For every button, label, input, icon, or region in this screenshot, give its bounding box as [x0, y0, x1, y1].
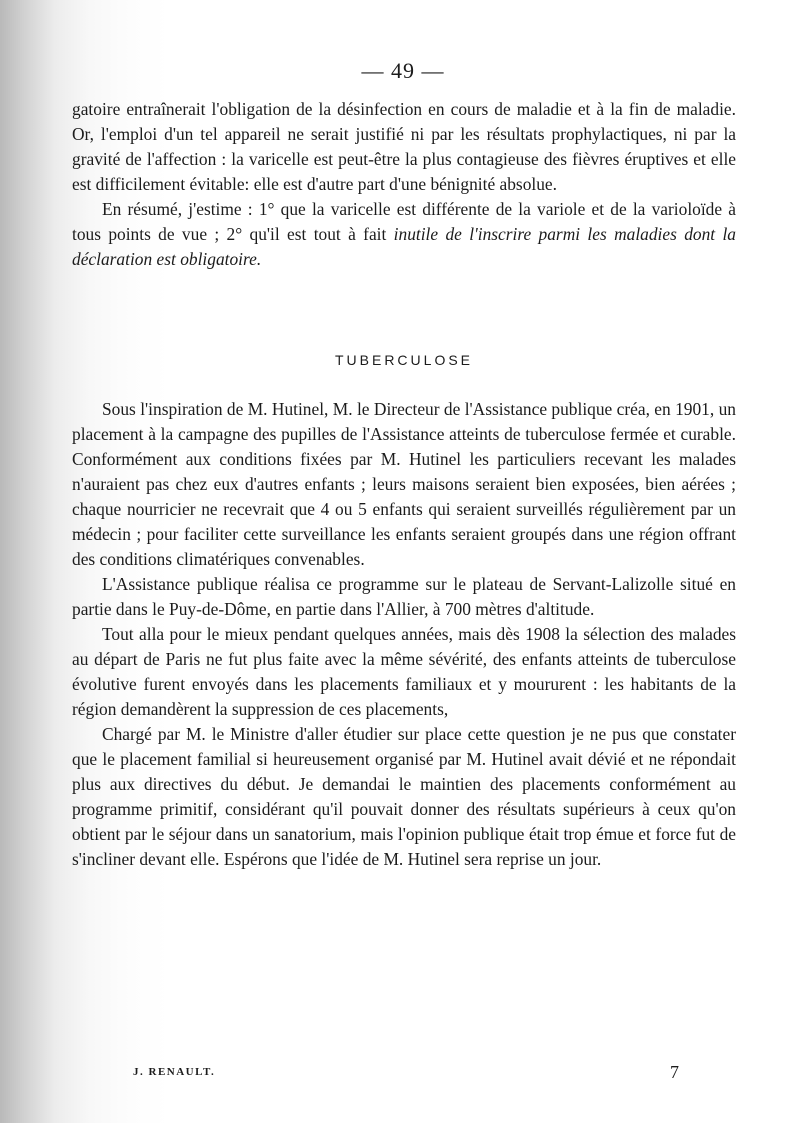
- opening-text-block: [72, 97, 736, 272]
- paragraph: Tout alla pour le mieux pendant quelques années, mais dès 1908 la sélection des malades au départ de Paris ne fut plus faite avec la même sévérité, des enfants atteints de tuberculose évolutive furent envoyés dans les placements familiaux et y moururent : les habitants de la région demandèrent la suppression de ces placements,: [72, 624, 736, 719]
- tuberculose-text-block: [72, 397, 736, 872]
- paragraph: Chargé par M. le Ministre d'aller étudier sur place cette question je ne pus que constater que le placement familial si heureusement organisé par M. Hutinel avait dévié et ne répondait plus aux directives du début. Je demandai le maintien des placements conformément au programme primitif, considérant qu'il pouvait donner des résultats supérieurs à ceux qu'on obtient par le séjour dans un sanatorium, mais l'opinion publique était trop émue et force fut de s'incliner devant elle. Espérons que l'idée de M. Hutinel sera reprise un jour.: [72, 724, 736, 869]
- footer-signature: J. RENAULT.: [133, 1066, 216, 1078]
- summary-paragraph: [72, 197, 736, 272]
- summary-text: En résumé, j'estime : 1° que la varicelle est différente de la variole et de la varioloïde à tous points de vue ; 2° qu'il est tout à fait: [72, 199, 736, 244]
- page-number: — 49 —: [361, 58, 445, 83]
- footer-sheet-number: 7: [670, 1062, 679, 1082]
- paragraph: L'Assistance publique réalisa ce programme sur le plateau de Servant-Lalizolle situé en partie dans le Puy-de-Dôme, en partie dans l'Allier, à 700 mètres d'altitude.: [72, 574, 736, 619]
- paragraph: Sous l'inspiration de M. Hutinel, M. le Directeur de l'Assistance publique créa, en 1901, un placement à la campagne des pupilles de l'Assistance atteints de tuberculose fermée et curable. Conformément aux conditions fixées par M. Hutinel les particuliers recevant les malades n'auraient pas chez eux d'autres enfants ; leurs maisons seraient bien exposées, bien aérées ; chaque nourricier ne recevrait que 4 ou 5 enfants qui seraient surveillés régulièrement par un médecin ; pour faciliter cette surveillance les enfants seraient groupés dans une région offrant des conditions climatériques convenables.: [72, 399, 736, 569]
- continuation-paragraph: gatoire entraînerait l'obligation de la désinfection en cours de maladie et à la fin de maladie. Or, l'emploi d'un tel appareil ne serait justifié ni par les résultats prophylactiques, ni par la gravité de l'affection : la varicelle est peut-être la plus contagieuse des fièvres éruptives et elle est difficilement évitable: elle est d'autre part d'une bénignité absolue.: [72, 99, 736, 194]
- section-heading: TUBERCULOSE: [334, 352, 474, 368]
- summary-italic-text: inutile de l'inscrire parmi les maladies dont la déclaration est obligatoire.: [72, 224, 736, 269]
